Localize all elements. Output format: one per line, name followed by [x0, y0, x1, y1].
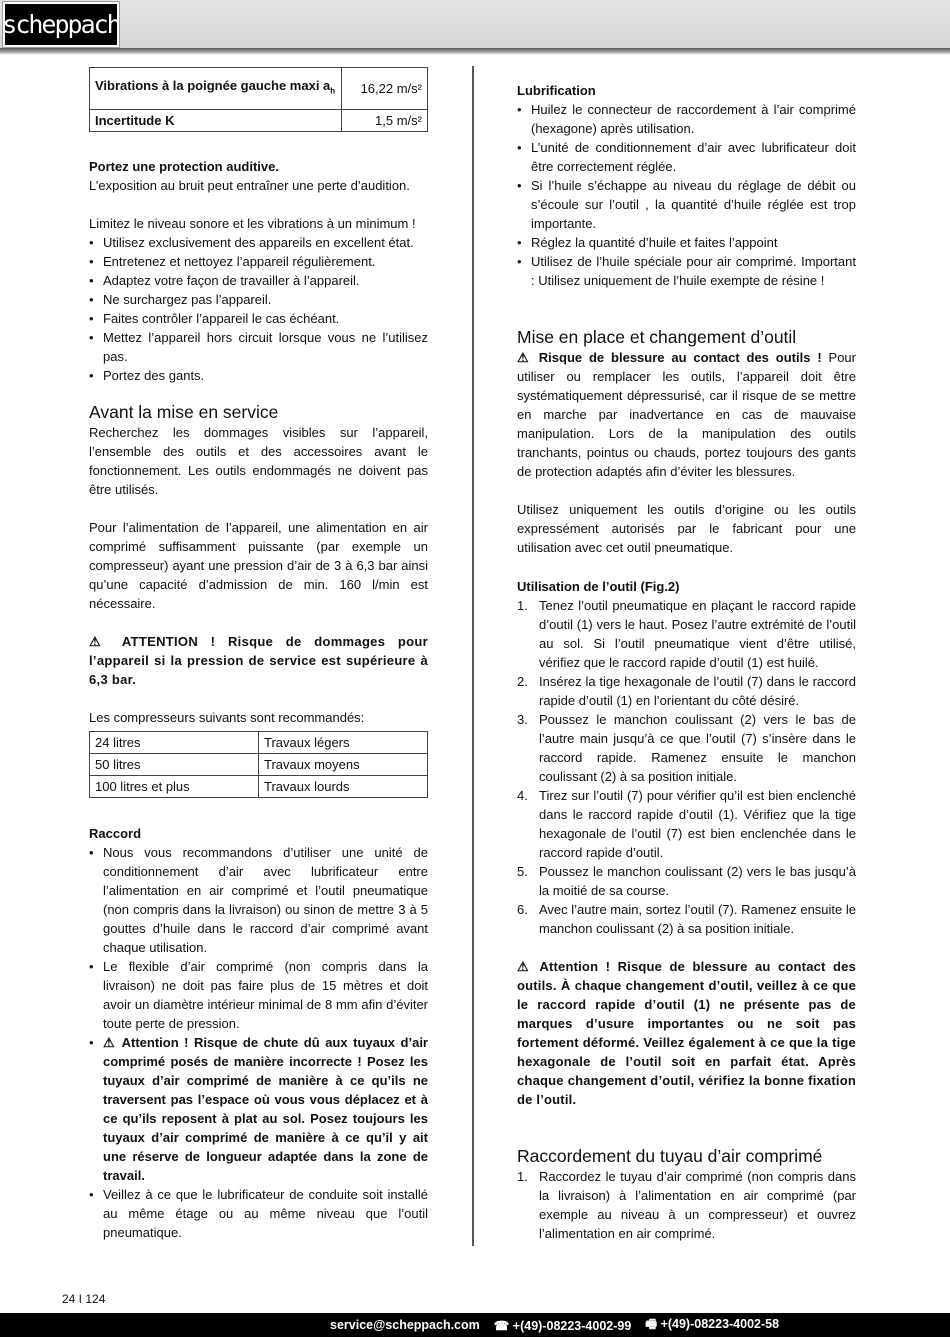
- table-cell: Travaux moyens: [259, 754, 428, 776]
- raccord-section: [89, 824, 428, 1242]
- mise-section: [517, 326, 856, 557]
- list-item: • Adaptez votre façon de travailler à l’appareil.: [89, 271, 428, 290]
- util-title: Utilisation de l’outil (Fig.2): [517, 579, 680, 594]
- step-text: Tenez l’outil pneumatique en plaçant le raccord rapide d’outil (1) vers le haut. Posez l’autre extrémité de l’outil au sol. Si l’outil pneumatique vient d’être utilisé, vérifiez que le raccord rapide d’outil (1) est huilé.: [539, 598, 856, 670]
- header-band: [0, 0, 950, 50]
- list-item: • Le flexible d’air comprimé (non compris dans la livraison) ne doit pas faire plus de 15 mètres et doit avoir un diamètre intérieur minimal de 8 mm afin d’éviter toute perte de pression.: [89, 957, 428, 1033]
- step-item: [517, 1167, 856, 1243]
- step-item: [517, 672, 856, 710]
- list-item: • L’unité de conditionnement d’air avec lubrificateur doit être correctement réglée.: [517, 138, 856, 176]
- avant-p2: Pour l’alimentation de l’appareil, une alimentation en air comprimé suffisamment puissante (par exemple un compresseur) ayant une pression d’air de 3 à 6,3 bar ainsi qu’une capacité d’admission de min. 160 l/min est nécessaire.: [89, 520, 428, 611]
- step-text: Poussez le manchon coulissant (2) vers le bas de l’autre main jusqu’à ce que l’outil (7) s’insère dans le raccord rapide. Ramenez ensuite le manchon coulissant (2) à sa position initiale.: [539, 712, 856, 784]
- step-text: Insérez la tige hexagonale de l’outil (7) dans le raccord rapide d’outil (1) en l’orientant du côté désiré.: [539, 674, 856, 708]
- table-cell: Travaux légers: [259, 732, 428, 754]
- avant-p1: Recherchez les dommages visibles sur l’appareil, l’ensemble des outils et des accessoires avant le fonctionnement. Les outils endommagés ne doivent pas être utilisés.: [89, 425, 428, 497]
- raccord-title: Raccord: [89, 826, 142, 841]
- list-item: • Si l’huile s’échappe au niveau du réglage de débit ou s’écoule sur l’outil , la quantité d’huile réglée est trop importante.: [517, 176, 856, 233]
- step-number: 1.: [517, 598, 528, 613]
- page-number: 24 I 124: [62, 1292, 106, 1306]
- table-cell: 100 litres et plus: [90, 776, 259, 798]
- list-item: • Réglez la quantité d’huile et faites l’appoint: [517, 233, 856, 252]
- cell: Incertitude K: [90, 110, 342, 132]
- lub-list: [517, 100, 856, 290]
- lubrification-section: [517, 81, 856, 290]
- step-number: 6.: [517, 902, 528, 917]
- table-row: [90, 754, 428, 776]
- mise-text: Pour utiliser ou remplacer les outils, l’appareil doit être systématiquement dépressurisé, car il risque de se mettre en marche par inadvertance en cas de mauvaise manipulation. Lors de la manipulation des outils tranchants, pointus ou chauds, portez toujours des gants de protection adaptés afin d’éviter les blessures.: [517, 350, 856, 479]
- avant-section: [89, 401, 428, 727]
- hearing-section: [89, 157, 428, 195]
- footer-email[interactable]: service@scheppach.com: [330, 1318, 480, 1332]
- footer-phone: ☎ +(49)-08223-4002-99: [493, 1318, 632, 1333]
- list-item: [89, 1033, 428, 1185]
- utilisation-section: [517, 577, 856, 1109]
- hearing-text: L’exposition au bruit peut entraîner une perte d’audition.: [89, 178, 410, 193]
- tuyau-steps: [517, 1167, 856, 1243]
- step-item: [517, 786, 856, 862]
- step-text: Tirez sur l’outil (7) pour vérifier qu’il est bien enclenché dans le raccord rapide d’outil (1). Vérifiez que la tige hexagonale de l’outil (7) est bien enclenchée dans le raccord rapide d’outil.: [539, 788, 856, 860]
- list-item: • Veillez à ce que le lubrificateur de conduite soit installé au même étage ou au même niveau que l’outil pneumatique.: [89, 1185, 428, 1242]
- attention-pressure: ⚠ ATTENTION ! Risque de dommages pour l’appareil si la pression de service est supérieure à 6,3 bar.: [89, 634, 428, 687]
- compressor-intro: Les compresseurs suivants sont recommandés:: [89, 710, 365, 725]
- table-cell: Travaux lourds: [259, 776, 428, 798]
- header-shadow: [0, 48, 950, 55]
- compressor-table: [89, 731, 428, 798]
- table-cell: 24 litres: [90, 732, 259, 754]
- scheppach-logo: scheppach: [3, 2, 119, 47]
- mise-p1: [517, 348, 856, 481]
- step-number: 1.: [517, 1169, 528, 1184]
- footer-bar: [0, 1313, 950, 1337]
- step-item: [517, 596, 856, 672]
- list-item: • Mettez l’appareil hors circuit lorsque vous ne l’utilisez pas.: [89, 328, 428, 366]
- avant-title: Avant la mise en service: [89, 402, 279, 422]
- list-item: • Portez des gants.: [89, 366, 428, 385]
- cell: 16,22 m/s²: [342, 68, 428, 110]
- raccord-list: [89, 843, 428, 1242]
- list-item: • Huilez le connecteur de raccordement à l’air comprimé (hexagone) après utilisation.: [517, 100, 856, 138]
- vibration-table: [89, 67, 428, 132]
- warning-text: ⚠ Attention ! Risque de chute dû aux tuyaux d’air comprimé posés de manière incorrecte ! Posez les tuyaux d’air comprimé de manière à ce qu’ils ne traversent pas l’espace où vous vous déplacez et à ce qu’ils reposent à plat au sol. Posez toujours les tuyaux d’air comprimé de manière à ce qu’il y ait une réserve de longueur adaptée dans la zone de travail.: [103, 1035, 428, 1183]
- mise-p2: Utilisez uniquement les outils d’origine ou les outils expressément autorisés par le fabricant pour une utilisation avec cet outil pneumatique.: [517, 502, 856, 555]
- attention-tools: ⚠ Attention ! Risque de blessure au contact des outils. À chaque changement d’outil, veillez à ce que le raccord rapide d’outil (1) ne présente pas de marques d’usure importantes ou ne soit pas fortement déformé. Veillez également à ce que la tige hexagonale de l’outil soit en parfait état. Après chaque changement d’outil, vérifiez la bonne fixation de l’outil.: [517, 959, 856, 1107]
- list-item: • Utilisez exclusivement des appareils en excellent état.: [89, 233, 428, 252]
- limit-list: [89, 233, 428, 385]
- table-cell: 50 litres: [90, 754, 259, 776]
- list-item: • Faites contrôler l’appareil le cas échéant.: [89, 309, 428, 328]
- util-steps: [517, 596, 856, 938]
- table-row: [90, 776, 428, 798]
- tuyau-section: [517, 1145, 856, 1243]
- step-item: [517, 900, 856, 938]
- cell: 1,5 m/s²: [342, 110, 428, 132]
- table-row: [90, 732, 428, 754]
- step-item: [517, 710, 856, 786]
- hearing-title: Portez une protection auditive.: [89, 159, 279, 174]
- step-number: 4.: [517, 788, 528, 803]
- step-number: 5.: [517, 864, 528, 879]
- step-text: Poussez le manchon coulissant (2) vers le bas jusqu’à la moitié de sa course.: [539, 864, 856, 898]
- step-number: 3.: [517, 712, 528, 727]
- step-number: 2.: [517, 674, 528, 689]
- cell-sub: h: [330, 86, 336, 96]
- list-item: • Utilisez de l’huile spéciale pour air comprimé. Important : Utilisez uniquement de l’huile exempte de résine !: [517, 252, 856, 290]
- mise-warning: ⚠ Risque de blessure au contact des outils !: [517, 350, 822, 365]
- list-item: • Entretenez et nettoyez l’appareil régulièrement.: [89, 252, 428, 271]
- mise-title: Mise en place et changement d’outil: [517, 327, 797, 347]
- step-item: [517, 862, 856, 900]
- list-item: • Nous vous recommandons d’utiliser une unité de conditionnement d’air avec lubrificateur entre l’alimentation en air comprimé et l’outil pneumatique (non compris dans la livraison) ou sinon de mettre 3 à 5 gouttes d’huile dans le raccord d’air comprimé avant chaque utilisation.: [89, 843, 428, 957]
- limit-section: [89, 214, 428, 385]
- tuyau-title: Raccordement du tuyau d’air comprimé: [517, 1146, 823, 1166]
- lub-title: Lubrification: [517, 83, 596, 98]
- limit-intro: Limitez le niveau sonore et les vibrations à un minimum !: [89, 216, 416, 231]
- cell: Vibrations à la poignée gauche maxi a: [95, 78, 331, 94]
- column-divider: [472, 66, 474, 1246]
- footer-fax: 🖷 +(49)-08223-4002-58: [645, 1316, 780, 1331]
- list-item: • Ne surchargez pas l’appareil.: [89, 290, 428, 309]
- step-text: Avec l’autre main, sortez l’outil (7). Ramenez ensuite le manchon coulissant (2) à sa position initiale.: [539, 902, 856, 936]
- step-text: Raccordez le tuyau d’air comprimé (non compris dans la livraison) à l’alimentation en air comprimé (par exemple au niveau à un compresseur) et ouvrez l’alimentation en air comprimé.: [539, 1169, 856, 1241]
